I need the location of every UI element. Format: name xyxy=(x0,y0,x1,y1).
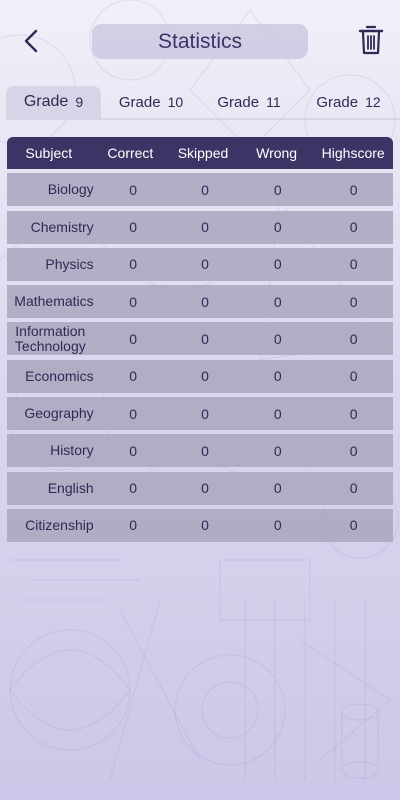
wrong-cell: 0 xyxy=(273,517,282,534)
highscore-cell: 0 xyxy=(349,405,358,422)
table-row xyxy=(7,285,393,318)
tab-label: Grade xyxy=(316,93,359,111)
subject-cell: Chemistry xyxy=(30,218,94,235)
wrong-cell: 0 xyxy=(273,293,282,310)
table-row xyxy=(7,248,393,281)
wrong-cell: 0 xyxy=(273,480,282,497)
table-row xyxy=(7,397,393,430)
wrong-cell: 0 xyxy=(273,181,282,198)
wrong-cell: 0 xyxy=(273,368,282,385)
correct-cell: 0 xyxy=(129,330,137,347)
wrong-cell: 0 xyxy=(273,256,282,273)
correct-cell: 0 xyxy=(129,219,137,236)
skipped-cell: 0 xyxy=(201,442,209,459)
correct-cell: 0 xyxy=(129,181,137,198)
table-row xyxy=(7,173,393,206)
wrong-cell: 0 xyxy=(273,442,282,459)
highscore-cell: 0 xyxy=(349,442,358,459)
tab-grade-12[interactable] xyxy=(297,86,400,118)
highscore-cell: 0 xyxy=(349,480,358,497)
tab-label: Grade xyxy=(23,93,69,110)
correct-cell: 0 xyxy=(129,442,137,459)
column-header-subject: Subject xyxy=(25,144,73,161)
table-row xyxy=(7,509,393,542)
column-header-skipped: Skipped xyxy=(177,145,229,161)
subject-cell: Economics xyxy=(25,367,94,384)
tab-grade-9[interactable] xyxy=(6,86,101,118)
table-row xyxy=(7,211,393,244)
correct-cell: 0 xyxy=(129,517,137,534)
highscore-cell: 0 xyxy=(349,293,358,310)
tab-grade-11[interactable] xyxy=(201,86,297,118)
grade-tabs xyxy=(6,86,400,118)
highscore-cell: 0 xyxy=(349,181,358,198)
tab-number: 10 xyxy=(167,94,184,110)
wrong-cell: 0 xyxy=(273,330,282,347)
highscore-cell: 0 xyxy=(349,330,358,347)
highscore-cell: 0 xyxy=(349,517,358,534)
skipped-cell: 0 xyxy=(201,405,209,422)
table-row xyxy=(7,434,393,467)
correct-cell: 0 xyxy=(129,405,137,422)
tab-grade-10[interactable] xyxy=(101,86,201,118)
skipped-cell: 0 xyxy=(201,293,209,310)
skipped-cell: 0 xyxy=(201,480,209,497)
subject-cell: Geography xyxy=(24,405,94,422)
table-row xyxy=(7,322,393,355)
column-header-correct: Correct xyxy=(107,145,154,161)
chevron-left-icon xyxy=(22,28,40,54)
correct-cell: 0 xyxy=(129,293,137,310)
skipped-cell: 0 xyxy=(201,517,209,534)
table-row xyxy=(7,360,393,393)
skipped-cell: 0 xyxy=(201,181,209,198)
wrong-cell: 0 xyxy=(273,405,282,422)
statistics-table xyxy=(7,137,393,542)
tab-label: Grade xyxy=(118,93,161,111)
subject-cell: Biology xyxy=(47,181,94,198)
subject-cell: History xyxy=(50,442,94,459)
column-header-wrong: Wrong xyxy=(256,145,298,161)
skipped-cell: 0 xyxy=(201,256,209,273)
highscore-cell: 0 xyxy=(349,256,358,273)
delete-stats-button[interactable] xyxy=(354,22,388,58)
highscore-cell: 0 xyxy=(349,368,358,385)
tab-label: Grade xyxy=(217,93,260,111)
back-button[interactable] xyxy=(14,24,48,58)
subject-cell: Physics xyxy=(45,255,94,272)
tab-number: 9 xyxy=(75,94,84,110)
subject-cell: Citizenship xyxy=(25,516,94,533)
subject-cell: English xyxy=(47,479,94,496)
tab-divider xyxy=(6,118,400,120)
highscore-cell: 0 xyxy=(349,219,358,236)
correct-cell: 0 xyxy=(129,256,137,273)
tab-number: 12 xyxy=(365,94,381,110)
subject-cell: Information Technology xyxy=(14,322,86,354)
wrong-cell: 0 xyxy=(273,219,282,236)
tab-number: 11 xyxy=(266,94,281,110)
correct-cell: 0 xyxy=(129,368,137,385)
page-title: Statistics xyxy=(92,24,308,59)
trash-icon xyxy=(358,24,384,56)
skipped-cell: 0 xyxy=(201,368,209,385)
subject-cell: Mathematics xyxy=(14,293,94,310)
skipped-cell: 0 xyxy=(201,219,209,236)
skipped-cell: 0 xyxy=(201,330,209,347)
column-header-highscore: Highscore xyxy=(321,145,385,161)
table-header xyxy=(7,137,393,169)
correct-cell: 0 xyxy=(129,480,137,497)
table-row xyxy=(7,472,393,505)
